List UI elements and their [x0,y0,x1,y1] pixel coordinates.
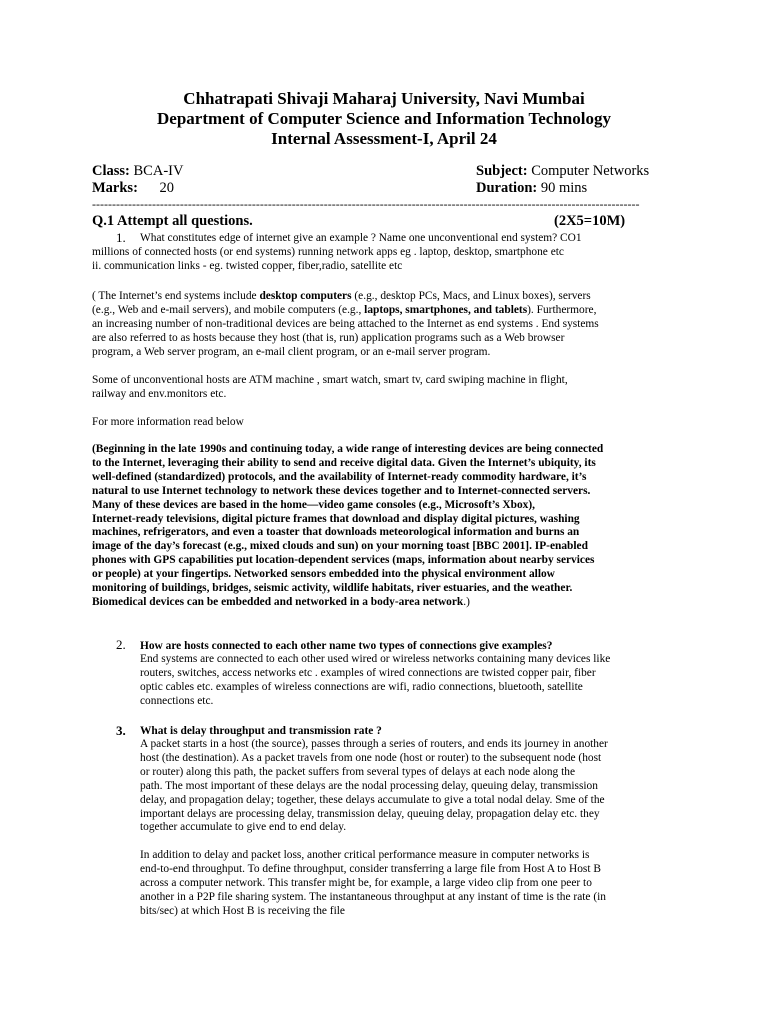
item-2-number: 2. [116,637,126,652]
text-line: A packet starts in a host (the source), passes through a series of routers, and ends its journey in another [140,738,608,750]
text-run: (e.g., desktop PCs, Macs, and Linux boxes), servers [351,290,591,302]
text-run: ). Furthermore, [527,304,597,316]
marks-label: Marks: [92,180,138,196]
text-line: routers, switches, access networks etc . examples of wired connections are twisted copper pair, fiber [140,666,596,679]
item-3-answer-delay [140,738,608,835]
text-line: image of the day’s forecast (e.g., mixed clouds and sun) on your morning toast [BBC 2001]. IP-enabled [92,540,588,553]
university-title: Chhatrapati Shivaji Maharaj University, Navi Mumbai [183,89,585,108]
text-line: natural to use Internet technology to network these devices together and to Internet-connected servers. [92,484,591,497]
text-line: Some of unconventional hosts are ATM machine , smart watch, smart tv, card swiping machine in flight, [92,374,568,386]
subject-info [476,163,649,180]
item-3-number: 3. [116,723,126,738]
subject-value: Computer Networks [531,163,650,179]
item-1-more-info: For more information read below [92,416,244,428]
marks-info [92,180,174,197]
text-line: (Beginning in the late 1990s and continuing today, a wide range of interesting devices are being connected [92,443,604,455]
item-3-answer-throughput [140,849,606,919]
text-line: across a computer network. This transfer might be, for example, a large video clip from one peer to [140,876,592,889]
text-line: railway and env.monitors etc. [92,388,227,400]
text-line: phones with GPS capabilities put location-dependent services (maps, information about nearby services [92,554,595,567]
text-line: well-defined (standardized) protocols, and the availability of Internet-ready commodity hardware, it’s [92,470,587,483]
text-line: monitoring of buildings, bridges, seismic activity, wildlife habitats, river estuaries, and the weather. [92,582,573,595]
text-line: together accumulate to give end to end delay. [140,821,347,834]
duration-value: 90 mins [540,180,588,196]
item-1-number: 1. [116,230,126,245]
class-info [92,163,183,180]
item-1-paragraph-unconventional [92,373,568,401]
text-line: machines, refrigerators, and even a toaster that downloads meteorological information and burns an [92,526,580,539]
q1-marks: (2X5=10M) [554,213,626,229]
text-line: Internet-ready televisions, digital picture frames that download and display digital pictures, washing [92,512,580,525]
text-line: In addition to delay and packet loss, another critical performance measure in computer networks is [140,849,590,861]
text-line: end-to-end throughput. To define throughput, consider transferring a large file from Host A to Host B [140,862,601,875]
text-line: important delays are processing delay, transmission delay, queuing delay, propagation delay etc. they [140,807,600,820]
exam-title: Internal Assessment-I, April 24 [271,129,497,148]
text-line: or people) at your fingertips. Networked sensors embedded into the physical environment allow [92,568,555,581]
text-line: an increasing number of non-traditional devices are being attached to the Internet as end systems . End systems [92,318,599,330]
item-1-line2: millions of connected hosts (or end systems) running network apps eg . laptop, desktop, smartphone etc [92,246,564,258]
text-line: to the Internet, leveraging their ability to send and receive digital data. Given the Internet’s ubiquity, its [92,456,596,469]
item-1-paragraph-end-systems [92,289,682,359]
item-1-bold-paragraph [92,443,673,610]
text-run: (e.g., Web and e-mail servers), and mobile computers (e.g., [92,304,365,316]
text-run: ( The Internet’s end systems include [92,290,260,302]
text-run: .) [463,595,470,608]
duration-info [476,180,587,197]
item-2-question: How are hosts connected to each other name two types of connections give examples? [140,640,553,652]
text-line: host (the destination). As a packet travels from one node (host or router) to the subsequent node (host [140,751,602,764]
department-title: Department of Computer Science and Information Technology [157,109,611,128]
separator-line: ----------------------------------------------------------------------------------------------------------------------------------------- [92,198,640,210]
text-line: connections etc. [140,694,214,707]
class-value: BCA-IV [133,163,184,179]
text-line: Many of these devices are based in the home—video game consoles (e.g., Microsoft’s Xbox), [92,498,536,511]
duration-label: Duration: [476,180,538,196]
text-line: another in a P2P file sharing system. The instantaneous throughput at any instant of time is the rate (in [140,890,606,903]
text-run-bold: Biomedical devices can be embedded and networked in a body-area network [92,595,464,608]
text-line: program, a Web server program, an e-mail client program, or an e-mail server program. [92,346,491,358]
text-line: or router) along this path, the packet suffers from several types of delays at each node along the [140,765,576,778]
item-3-question: What is delay throughput and transmission rate ? [140,725,382,737]
text-run-bold: desktop computers [259,290,352,302]
text-line: End systems are connected to each other used wired or wireless networks containing many devices like [140,653,611,665]
class-label: Class: [92,163,130,179]
text-line: bits/sec) at which Host B is receiving the file [140,904,345,917]
item-1-question: What constitutes edge of internet give an example ? Name one unconventional end system? CO1 [140,232,582,244]
text-line: are also referred to as hosts because they host (that is, run) application programs such as a Web browser [92,332,565,344]
text-line: path. The most important of these delays are the nodal processing delay, queuing delay, transmission [140,779,598,792]
item-1-line3: ii. communication links - eg. twisted copper, fiber,radio, satellite etc [92,260,403,272]
q1-heading: Q.1 Attempt all questions. [92,213,253,229]
marks-value: 20 [159,180,175,196]
text-run-bold: laptops, smartphones, and tablets [364,304,528,316]
subject-label: Subject: [476,163,528,179]
text-line: delay, and propagation delay; together, these delays accumulate to give a total nodal delay. Sme of the [140,793,605,806]
text-line [92,596,673,610]
text-line: optic cables etc. examples of wireless connections are wifi, radio connections, bluetooth, satellite [140,680,583,693]
item-2-answer [140,653,610,709]
